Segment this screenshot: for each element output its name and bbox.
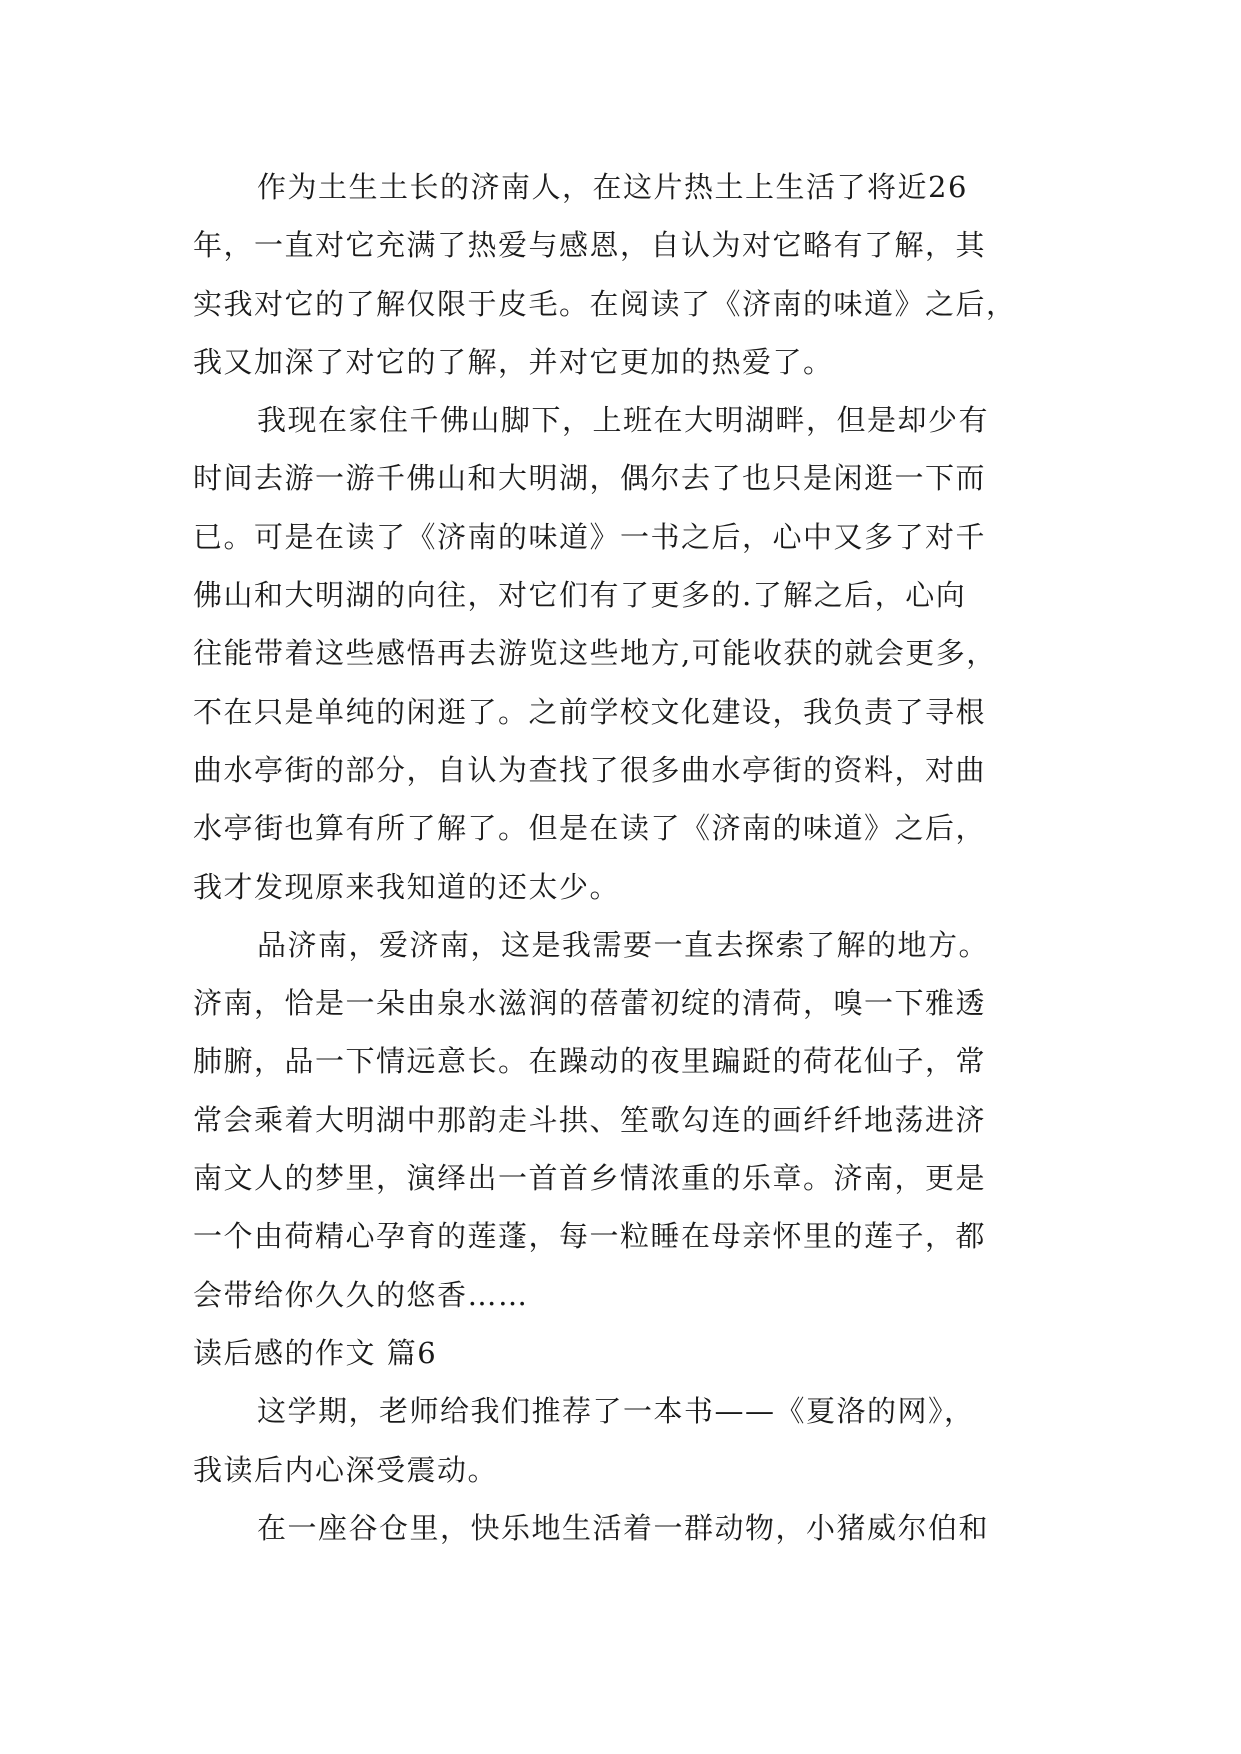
- paragraph-line: 曲水亭街的部分，自认为查找了很多曲水亭街的资料，对曲: [193, 752, 987, 787]
- paragraph-line: 时间去游一游千佛山和大明湖，偶尔去了也只是闲逛一下而: [193, 461, 987, 496]
- paragraph-line: 不在只是单纯的闲逛了。之前学校文化建设，我负责了寻根: [193, 694, 987, 729]
- paragraph-line: 实我对它的了解仅限于皮毛。在阅读了《济南的味道》之后，: [193, 286, 1017, 321]
- document-body: [193, 158, 1053, 1557]
- paragraph-line: 我读后内心深受震动。: [193, 1452, 499, 1487]
- paragraph-line: 往能带着这些感悟再去游览这些地方,可能收获的就会更多，: [193, 636, 997, 671]
- paragraph-line: 在一座谷仓里，快乐地生活着一群动物，小猪威尔伯和: [257, 1510, 990, 1545]
- paragraph-line: 我才发现原来我知道的还太少。: [193, 869, 621, 904]
- paragraph-line: 这学期，老师给我们推荐了一本书——《夏洛的网》，: [257, 1394, 975, 1429]
- paragraph-line: 品济南，爱济南，这是我需要一直去探索了解的地方。: [257, 927, 990, 962]
- paragraph-line: 济南，恰是一朵由泉水滋润的蓓蕾初绽的清荷，嗅一下雅透: [193, 986, 987, 1021]
- paragraph-line: 年，一直对它充满了热爱与感恩，自认为对它略有了解，其: [193, 228, 987, 263]
- paragraph-line: 南文人的梦里，演绎出一首首乡情浓重的乐章。济南，更是: [193, 1161, 987, 1196]
- section-heading: 读后感的作文 篇6: [193, 1335, 438, 1370]
- paragraph-line: 肺腑，品一下情远意长。在躁动的夜里蹁跹的荷花仙子，常: [193, 1044, 987, 1079]
- paragraph-line: 常会乘着大明湖中那韵走斗拱、笙歌勾连的画纤纤地荡进济: [193, 1102, 987, 1137]
- paragraph-line: 已。可是在读了《济南的味道》一书之后，心中又多了对千: [193, 519, 987, 554]
- paragraph-line: 会带给你久久的悠香……: [193, 1277, 529, 1312]
- paragraph-line: 我又加深了对它的了解，并对它更加的热爱了。: [193, 344, 834, 379]
- paragraph-line: 水亭街也算有所了解了。但是在读了《济南的味道》之后，: [193, 811, 987, 846]
- paragraph-line: 一个由荷精心孕育的莲蓬，每一粒睡在母亲怀里的莲子，都: [193, 1219, 987, 1254]
- paragraph-line: 佛山和大明湖的向往，对它们有了更多的.了解之后，心向: [193, 578, 967, 613]
- paragraph-line: 作为土生土长的济南人，在这片热土上生活了将近26: [257, 170, 968, 204]
- paragraph-line: 我现在家住千佛山脚下，上班在大明湖畔，但是却少有: [257, 403, 990, 438]
